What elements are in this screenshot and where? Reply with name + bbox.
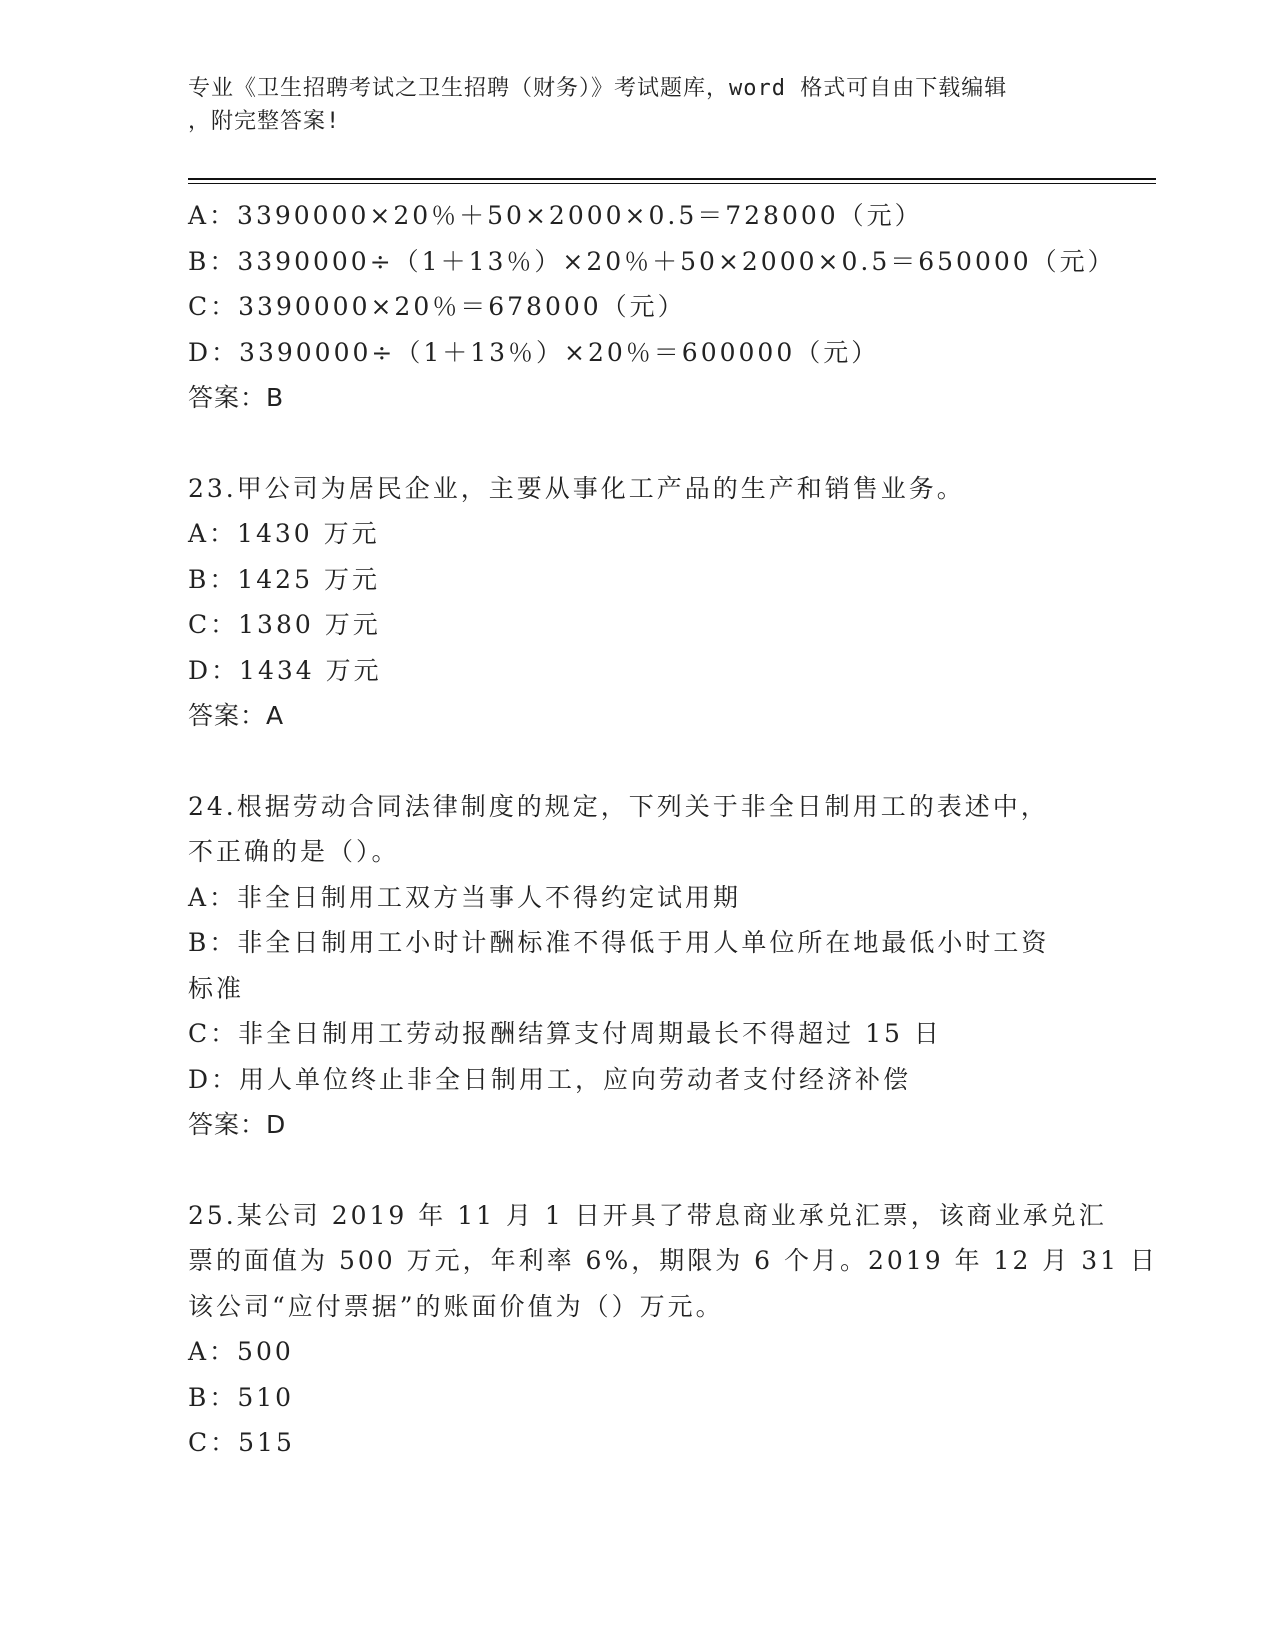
option-c: C：1380 万元 bbox=[188, 610, 381, 639]
answer: 答案：D bbox=[188, 1110, 287, 1139]
option-b: B：1425 万元 bbox=[188, 564, 380, 594]
option-a: A：1430 万元 bbox=[188, 519, 380, 548]
question-list bbox=[188, 193, 1158, 1466]
question-23 bbox=[188, 466, 1088, 739]
answer: 答案：A bbox=[188, 701, 285, 730]
answer: 答案：B bbox=[188, 383, 285, 412]
question-stem-line1: 25.某公司 2019 年 11 月 1 日开具了带息商业承兑汇票，该商业承兑汇 bbox=[188, 1200, 1107, 1230]
option-d: D：1434 万元 bbox=[188, 655, 382, 685]
document-header bbox=[188, 72, 1068, 138]
option-b-line2: 标准 bbox=[188, 973, 245, 1003]
option-b-line1: B：非全日制用工小时计酬标准不得低于用人单位所在地最低小时工资 bbox=[188, 928, 1050, 957]
question-stem: 23.甲公司为居民企业，主要从事化工产品的生产和销售业务。 bbox=[188, 473, 965, 503]
question-25 bbox=[188, 1193, 1158, 1466]
question-22 bbox=[188, 193, 1116, 421]
option-d: D：3390000÷（1＋13％）×20％＝600000（元） bbox=[188, 337, 880, 367]
question-stem-line2: 不正确的是（）。 bbox=[188, 837, 400, 866]
question-stem-line2: 票的面值为 500 万元，年利率 6%，期限为 6 个月。2019 年 12 月 31 日 bbox=[188, 1246, 1158, 1275]
option-c: C：515 bbox=[188, 1428, 295, 1457]
option-b: B：510 bbox=[188, 1382, 295, 1412]
header-divider-thick bbox=[188, 178, 1156, 180]
option-c: C：非全日制用工劳动报酬结算支付周期最长不得超过 15 日 bbox=[188, 1019, 942, 1048]
option-a: A：500 bbox=[188, 1337, 294, 1366]
option-b: B：3390000÷（1＋13％）×20％＋50×2000×0.5＝650000（元） bbox=[188, 246, 1116, 276]
question-stem-line3: 该公司“应付票据”的账面价值为（）万元。 bbox=[188, 1291, 724, 1321]
header-title-line1: 专业《卫生招聘考试之卫生招聘（财务）》考试题库，word 格式可自由下载编辑 bbox=[188, 76, 1008, 101]
option-a: A：非全日制用工双方当事人不得约定试用期 bbox=[188, 882, 742, 912]
option-c: C：3390000×20％＝678000（元） bbox=[188, 292, 686, 321]
question-stem-line1: 24.根据劳动合同法律制度的规定，下列关于非全日制用工的表述中， bbox=[188, 791, 1049, 821]
option-d: D：用人单位终止非全日制用工，应向劳动者支付经济补偿 bbox=[188, 1064, 912, 1094]
header-title-line2: ，附完整答案! bbox=[188, 109, 341, 134]
header-divider-thin bbox=[188, 183, 1156, 184]
question-24 bbox=[188, 784, 1088, 1148]
option-a: A：3390000×20％＋50×2000×0.5＝728000（元） bbox=[188, 201, 923, 230]
